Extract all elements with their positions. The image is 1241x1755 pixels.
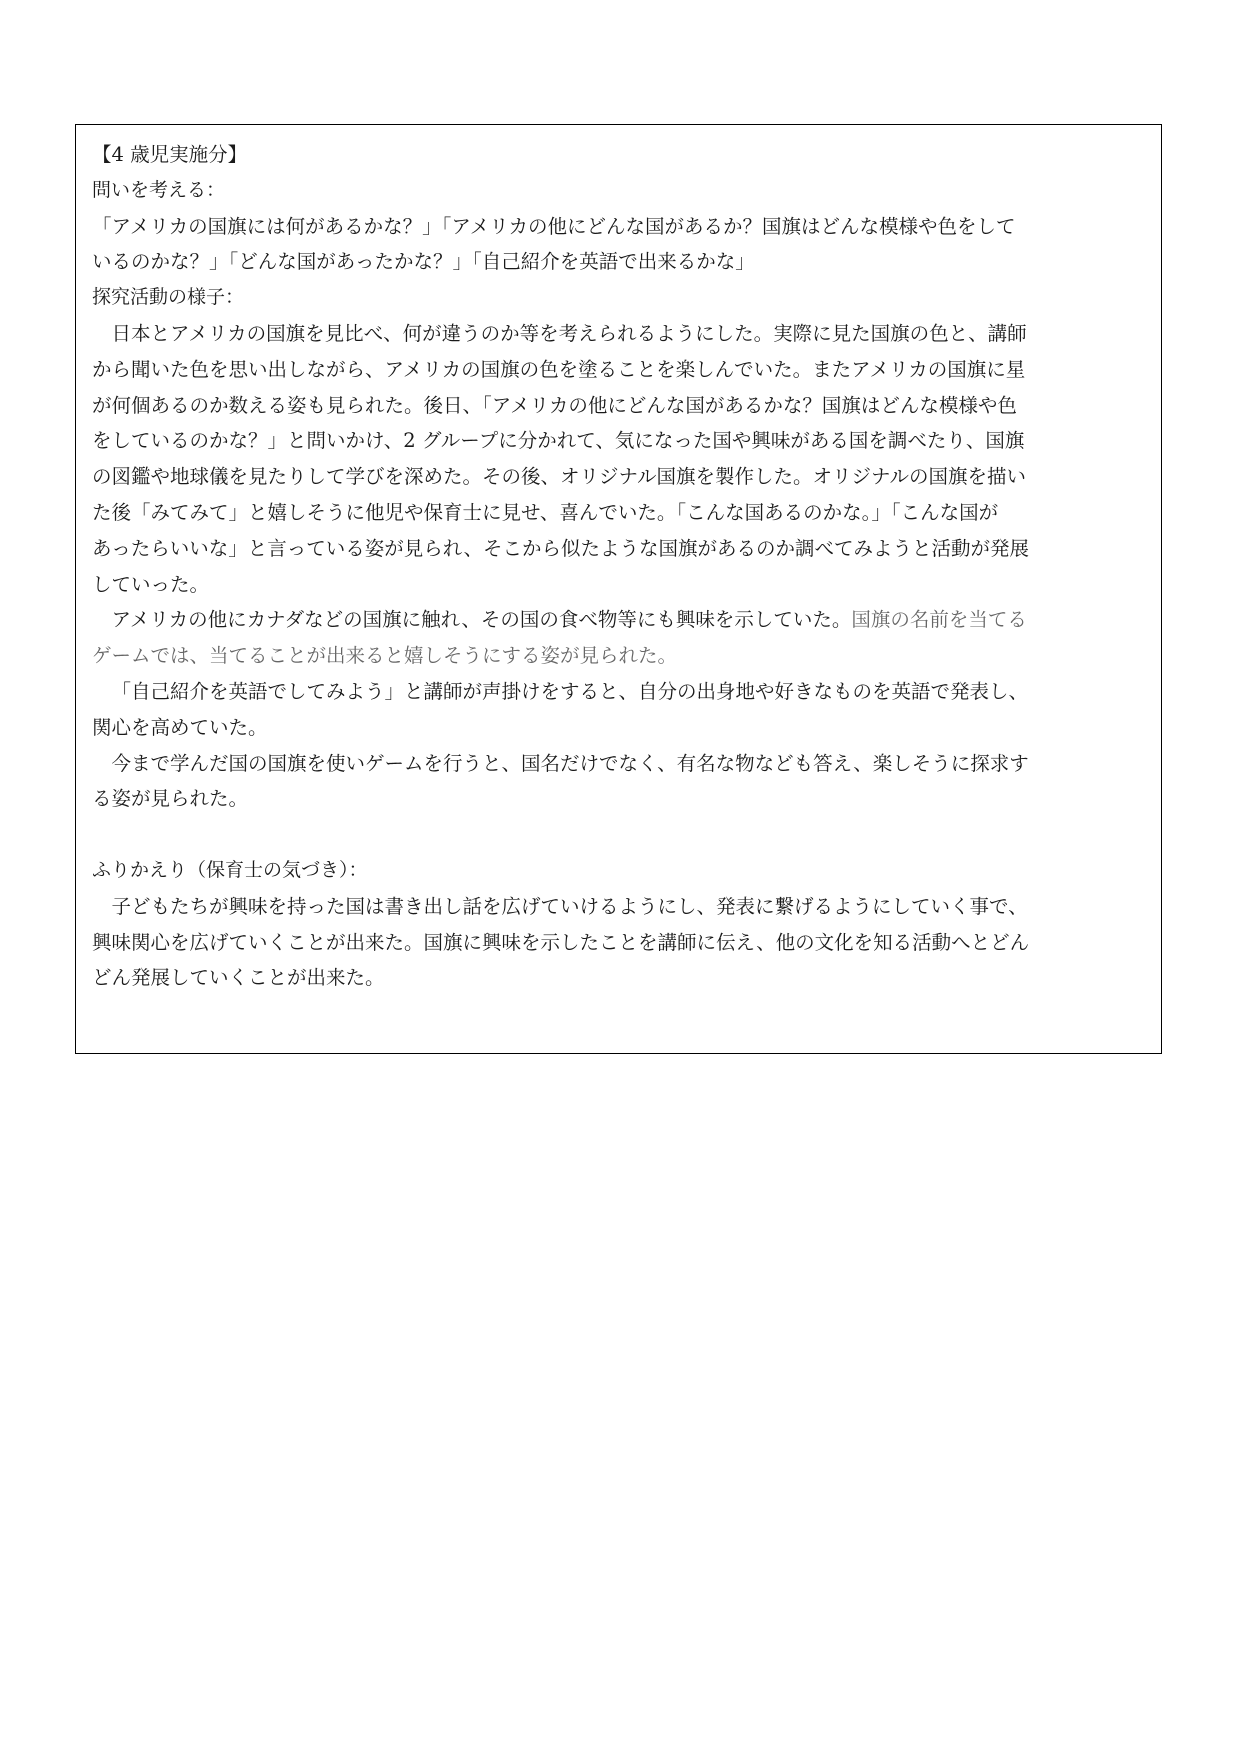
paragraph-line: る姿が見られた。 [92, 787, 249, 811]
paragraph-line: が何個あるのか数える姿も見られた。後日、「アメリカの他にどんな国があるかな？国旗はどんな模様や色 [92, 393, 1017, 417]
paragraph-line: 「自己紹介を英語でしてみよう」と講師が声掛けをすると、自分の出身地や好きなものを英語で発表し、 [111, 679, 1029, 703]
report-frame [75, 124, 1162, 1054]
questions-line: いるのかな？」「どんな国があったかな？」「自己紹介を英語で出来るかな」 [92, 250, 755, 274]
paragraph-line: 興味関心を広げていくことが出来た。国旗に興味を示したことを講師に伝え、他の文化を知る活動へとどん [92, 930, 1030, 954]
report-title: 【4 歳児実施分】 [92, 143, 248, 166]
paragraph-line: 子どもたちが興味を持った国は書き出し話を広げていけるようにし、発表に繋げるようにしていく事で、 [111, 894, 1028, 918]
reflection-paragraph [92, 889, 1145, 996]
questions-line: 「アメリカの国旗には何があるかな？」「アメリカの他にどんな国があるか？国旗はどんな模様や色をして [92, 214, 1016, 238]
activity-heading: 探究活動の様子： [92, 286, 245, 309]
activity-paragraph-2 [92, 602, 1145, 674]
activity-paragraph-1 [92, 316, 1145, 602]
paragraph-text: アメリカの他にカナダなどの国旗に触れ、その国の食べ物等にも興味を示していた。 [111, 608, 852, 632]
paragraph-line: から聞いた色を思い出しながら、アメリカの国旗の色を塗ることを楽しんでいた。またアメリカの国旗に星 [92, 357, 1026, 381]
paragraph-line: 日本とアメリカの国旗を見比べ、何が違うのか等を考えられるようにした。実際に見た国旗の色と、講師 [111, 321, 1027, 345]
questions-heading: 問いを考える： [92, 178, 226, 201]
paragraph-line [92, 602, 1145, 638]
activity-paragraph-4 [92, 746, 1145, 818]
paragraph-line: 今まで学んだ国の国旗を使いゲームを行うと、国名だけでなく、有名な物なども答え、楽しそうに探求す [111, 751, 1029, 775]
paragraph-line: の図鑑や地球儀を見たりして学びを深めた。その後、オリジナル国旗を製作した。オリジナルの国旗を描い [92, 465, 1027, 489]
paragraph-line-gray: ゲームでは、当てることが出来ると嬉しそうにする姿が見られた。 [92, 644, 678, 668]
paragraph-line: あったらいいな」と言っている姿が見られ、そこから似たような国旗があるのか調べてみようと活動が発展 [92, 536, 1029, 560]
spacer [92, 817, 1145, 853]
paragraph-line: た後「みてみて」と嬉しそうに他児や保育士に見せ、喜んでいた。「こんな国あるのかな。」「こんな国が [92, 500, 999, 524]
reflection-heading: ふりかえり（保育士の気づき）： [92, 858, 368, 881]
questions-body [92, 209, 1145, 281]
paragraph-line: 関心を高めていた。 [92, 715, 268, 739]
paragraph-line: どん発展していくことが出来た。 [92, 966, 385, 990]
paragraph-text-gray: 国旗の名前を当てる [851, 608, 1027, 632]
paragraph-line: をしているのかな？」と問いかけ、2 グループに分かれて、気になった国や興味がある国を調べたり、国旗 [92, 429, 1025, 453]
activity-paragraph-3 [92, 674, 1145, 746]
paragraph-line: していった。 [92, 572, 210, 596]
